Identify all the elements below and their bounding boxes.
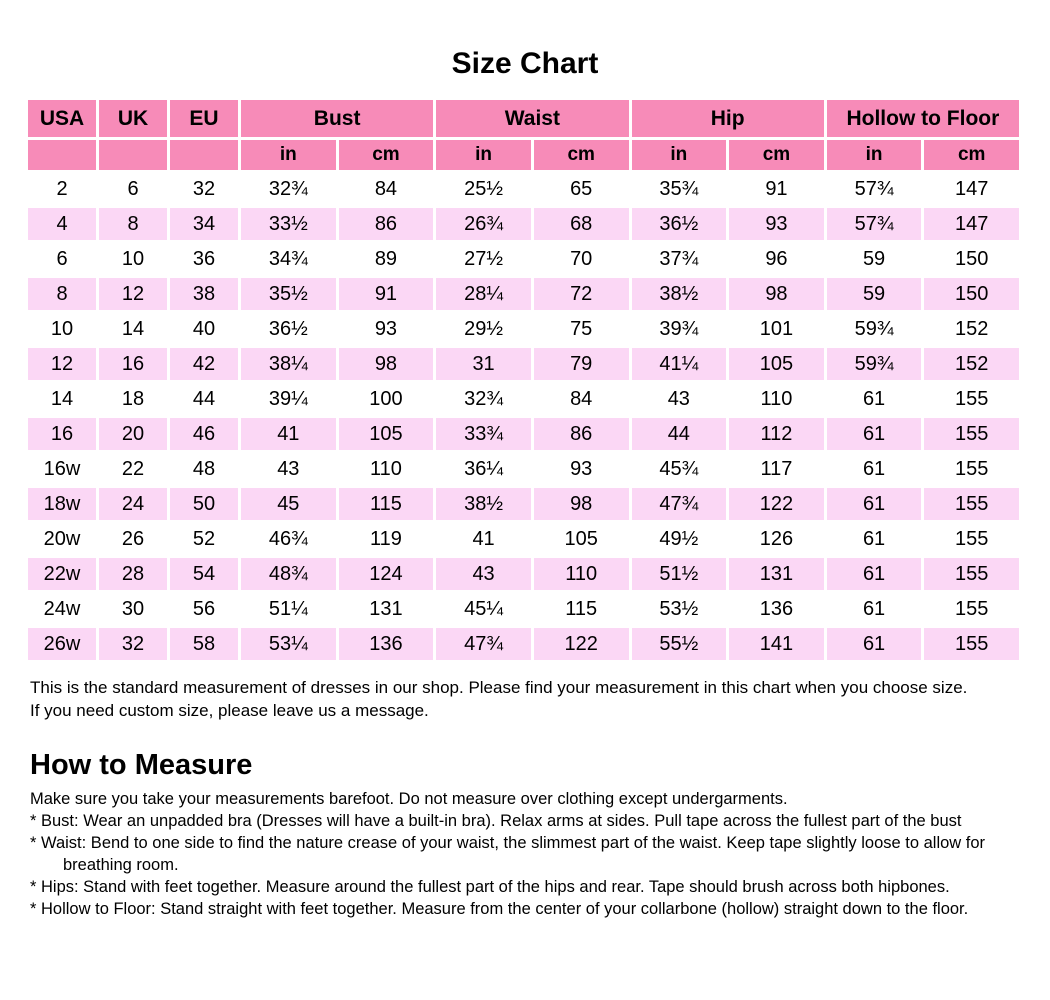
table-cell: 86 bbox=[534, 418, 629, 450]
table-cell: 61 bbox=[827, 593, 922, 625]
table-cell: 20w bbox=[28, 523, 96, 555]
table-cell: 124 bbox=[339, 558, 434, 590]
table-cell: 147 bbox=[924, 208, 1019, 240]
table-cell: 89 bbox=[339, 243, 434, 275]
table-cell: 59 bbox=[827, 243, 922, 275]
table-cell: 41 bbox=[241, 418, 336, 450]
unit-header-waist-in: in bbox=[436, 140, 531, 170]
table-row bbox=[28, 418, 1019, 450]
table-cell: 152 bbox=[924, 348, 1019, 380]
measure-item-hollow-to-floor: * Hollow to Floor: Stand straight with feet together. Measure from the center of your collarbone (hollow) straight down to the floor. bbox=[30, 900, 969, 918]
table-cell: 6 bbox=[28, 243, 96, 275]
table-cell: 35¾ bbox=[632, 173, 727, 205]
table-cell: 136 bbox=[729, 593, 824, 625]
table-cell: 27½ bbox=[436, 243, 531, 275]
note-line-1: This is the standard measurement of dresses in our shop. Please find your measurement in this chart when you choose size. bbox=[30, 678, 968, 697]
table-cell: 53½ bbox=[632, 593, 727, 625]
table-cell: 56 bbox=[170, 593, 238, 625]
table-cell: 100 bbox=[339, 383, 434, 415]
table-cell: 32¾ bbox=[241, 173, 336, 205]
table-row bbox=[28, 348, 1019, 380]
table-cell: 61 bbox=[827, 453, 922, 485]
table-cell: 93 bbox=[534, 453, 629, 485]
table-cell: 8 bbox=[28, 278, 96, 310]
col-header-waist: Waist bbox=[436, 100, 628, 137]
table-cell: 41¼ bbox=[632, 348, 727, 380]
table-cell: 50 bbox=[170, 488, 238, 520]
table-cell: 131 bbox=[339, 593, 434, 625]
table-cell: 61 bbox=[827, 418, 922, 450]
table-cell: 10 bbox=[28, 313, 96, 345]
table-cell: 44 bbox=[632, 418, 727, 450]
table-cell: 155 bbox=[924, 628, 1019, 660]
table-cell: 131 bbox=[729, 558, 824, 590]
table-cell: 38½ bbox=[436, 488, 531, 520]
table-cell: 59 bbox=[827, 278, 922, 310]
table-cell: 150 bbox=[924, 278, 1019, 310]
unit-header-empty bbox=[28, 140, 96, 170]
table-cell: 12 bbox=[28, 348, 96, 380]
table-row bbox=[28, 313, 1019, 345]
table-cell: 26w bbox=[28, 628, 96, 660]
table-cell: 37¾ bbox=[632, 243, 727, 275]
table-cell: 39¼ bbox=[241, 383, 336, 415]
unit-header-row bbox=[28, 140, 1019, 170]
table-cell: 136 bbox=[339, 628, 434, 660]
table-cell: 72 bbox=[534, 278, 629, 310]
table-cell: 24w bbox=[28, 593, 96, 625]
table-cell: 35½ bbox=[241, 278, 336, 310]
table-cell: 117 bbox=[729, 453, 824, 485]
measure-item-bust: * Bust: Wear an unpadded bra (Dresses will have a built-in bra). Relax arms at sides. Pull tape across the fullest part of the bust bbox=[30, 812, 962, 830]
table-cell: 36 bbox=[170, 243, 238, 275]
table-cell: 44 bbox=[170, 383, 238, 415]
table-cell: 39¾ bbox=[632, 313, 727, 345]
table-cell: 28¼ bbox=[436, 278, 531, 310]
table-cell: 43 bbox=[241, 453, 336, 485]
table-cell: 22 bbox=[99, 453, 167, 485]
group-header-row bbox=[28, 100, 1019, 137]
table-cell: 98 bbox=[339, 348, 434, 380]
table-cell: 14 bbox=[99, 313, 167, 345]
table-cell: 42 bbox=[170, 348, 238, 380]
table-row bbox=[28, 173, 1019, 205]
unit-header-hollow-in: in bbox=[827, 140, 922, 170]
table-cell: 18w bbox=[28, 488, 96, 520]
table-cell: 147 bbox=[924, 173, 1019, 205]
measure-item-waist: * Waist: Bend to one side to find the nature crease of your waist, the slimmest part of the waist. Keep tape slightly loose to allow for breathing room. bbox=[30, 834, 986, 874]
table-cell: 122 bbox=[729, 488, 824, 520]
table-cell: 152 bbox=[924, 313, 1019, 345]
table-cell: 8 bbox=[99, 208, 167, 240]
standard-measurement-note bbox=[30, 676, 1050, 722]
table-cell: 22w bbox=[28, 558, 96, 590]
table-cell: 59¾ bbox=[827, 348, 922, 380]
table-cell: 38½ bbox=[632, 278, 727, 310]
table-cell: 93 bbox=[729, 208, 824, 240]
table-cell: 29½ bbox=[436, 313, 531, 345]
table-cell: 112 bbox=[729, 418, 824, 450]
table-cell: 53¼ bbox=[241, 628, 336, 660]
table-cell: 155 bbox=[924, 488, 1019, 520]
table-cell: 24 bbox=[99, 488, 167, 520]
col-header-eu: EU bbox=[170, 100, 238, 137]
table-cell: 91 bbox=[729, 173, 824, 205]
table-row bbox=[28, 593, 1019, 625]
unit-header-bust-in: in bbox=[241, 140, 336, 170]
table-cell: 49½ bbox=[632, 523, 727, 555]
table-cell: 16 bbox=[99, 348, 167, 380]
size-chart-header bbox=[28, 100, 1019, 170]
table-cell: 48 bbox=[170, 453, 238, 485]
col-header-usa: USA bbox=[28, 100, 96, 137]
table-cell: 31 bbox=[436, 348, 531, 380]
table-cell: 14 bbox=[28, 383, 96, 415]
table-cell: 26¾ bbox=[436, 208, 531, 240]
table-cell: 52 bbox=[170, 523, 238, 555]
table-cell: 98 bbox=[534, 488, 629, 520]
table-cell: 34¾ bbox=[241, 243, 336, 275]
table-cell: 105 bbox=[729, 348, 824, 380]
table-cell: 36½ bbox=[241, 313, 336, 345]
table-cell: 16 bbox=[28, 418, 96, 450]
table-cell: 110 bbox=[729, 383, 824, 415]
table-cell: 48¾ bbox=[241, 558, 336, 590]
table-cell: 119 bbox=[339, 523, 434, 555]
table-cell: 96 bbox=[729, 243, 824, 275]
unit-header-hip-cm: cm bbox=[729, 140, 824, 170]
table-cell: 28 bbox=[99, 558, 167, 590]
table-cell: 57¾ bbox=[827, 208, 922, 240]
table-cell: 38 bbox=[170, 278, 238, 310]
table-cell: 59¾ bbox=[827, 313, 922, 345]
how-to-measure-section bbox=[30, 788, 1005, 920]
table-cell: 115 bbox=[534, 593, 629, 625]
table-cell: 105 bbox=[339, 418, 434, 450]
table-row bbox=[28, 278, 1019, 310]
table-cell: 33¾ bbox=[436, 418, 531, 450]
table-cell: 61 bbox=[827, 628, 922, 660]
table-cell: 46¾ bbox=[241, 523, 336, 555]
table-cell: 98 bbox=[729, 278, 824, 310]
table-row bbox=[28, 558, 1019, 590]
table-cell: 155 bbox=[924, 418, 1019, 450]
measure-intro: Make sure you take your measurements barefoot. Do not measure over clothing except undergarments. bbox=[30, 790, 788, 808]
table-cell: 91 bbox=[339, 278, 434, 310]
table-cell: 155 bbox=[924, 593, 1019, 625]
measure-item-hips: * Hips: Stand with feet together. Measure around the fullest part of the hips and rear. Tape should brush across both hipbones. bbox=[30, 878, 950, 896]
unit-header-empty bbox=[170, 140, 238, 170]
table-cell: 126 bbox=[729, 523, 824, 555]
table-cell: 32 bbox=[99, 628, 167, 660]
table-cell: 20 bbox=[99, 418, 167, 450]
table-cell: 32¾ bbox=[436, 383, 531, 415]
table-cell: 45¼ bbox=[436, 593, 531, 625]
table-cell: 61 bbox=[827, 523, 922, 555]
table-row bbox=[28, 628, 1019, 660]
table-cell: 57¾ bbox=[827, 173, 922, 205]
table-cell: 65 bbox=[534, 173, 629, 205]
table-cell: 155 bbox=[924, 523, 1019, 555]
table-cell: 70 bbox=[534, 243, 629, 275]
size-table-body bbox=[28, 173, 1019, 660]
table-cell: 4 bbox=[28, 208, 96, 240]
table-cell: 45 bbox=[241, 488, 336, 520]
table-cell: 43 bbox=[436, 558, 531, 590]
table-cell: 43 bbox=[632, 383, 727, 415]
table-cell: 25½ bbox=[436, 173, 531, 205]
col-header-hip: Hip bbox=[632, 100, 824, 137]
table-row bbox=[28, 383, 1019, 415]
table-cell: 61 bbox=[827, 383, 922, 415]
table-row bbox=[28, 488, 1019, 520]
col-header-uk: UK bbox=[99, 100, 167, 137]
table-cell: 84 bbox=[339, 173, 434, 205]
table-cell: 115 bbox=[339, 488, 434, 520]
unit-header-waist-cm: cm bbox=[534, 140, 629, 170]
table-cell: 16w bbox=[28, 453, 96, 485]
table-cell: 6 bbox=[99, 173, 167, 205]
table-cell: 58 bbox=[170, 628, 238, 660]
table-cell: 12 bbox=[99, 278, 167, 310]
table-cell: 150 bbox=[924, 243, 1019, 275]
table-cell: 122 bbox=[534, 628, 629, 660]
table-cell: 110 bbox=[339, 453, 434, 485]
table-row bbox=[28, 453, 1019, 485]
table-cell: 46 bbox=[170, 418, 238, 450]
table-cell: 54 bbox=[170, 558, 238, 590]
table-cell: 47¾ bbox=[632, 488, 727, 520]
table-cell: 105 bbox=[534, 523, 629, 555]
how-to-measure-heading: How to Measure bbox=[30, 749, 253, 781]
table-cell: 51½ bbox=[632, 558, 727, 590]
unit-header-empty bbox=[99, 140, 167, 170]
unit-header-hip-in: in bbox=[632, 140, 727, 170]
table-cell: 101 bbox=[729, 313, 824, 345]
table-cell: 34 bbox=[170, 208, 238, 240]
unit-header-hollow-cm: cm bbox=[924, 140, 1019, 170]
page-title: Size Chart bbox=[451, 47, 599, 80]
table-cell: 51¼ bbox=[241, 593, 336, 625]
table-cell: 79 bbox=[534, 348, 629, 380]
table-cell: 26 bbox=[99, 523, 167, 555]
table-cell: 32 bbox=[170, 173, 238, 205]
table-row bbox=[28, 208, 1019, 240]
table-cell: 40 bbox=[170, 313, 238, 345]
table-cell: 68 bbox=[534, 208, 629, 240]
table-cell: 93 bbox=[339, 313, 434, 345]
table-cell: 33½ bbox=[241, 208, 336, 240]
table-cell: 75 bbox=[534, 313, 629, 345]
table-cell: 47¾ bbox=[436, 628, 531, 660]
unit-header-bust-cm: cm bbox=[339, 140, 434, 170]
table-cell: 155 bbox=[924, 383, 1019, 415]
table-cell: 61 bbox=[827, 488, 922, 520]
table-cell: 55½ bbox=[632, 628, 727, 660]
col-header-hollow-to-floor: Hollow to Floor bbox=[827, 100, 1019, 137]
table-cell: 86 bbox=[339, 208, 434, 240]
table-cell: 30 bbox=[99, 593, 167, 625]
table-row bbox=[28, 243, 1019, 275]
table-cell: 36½ bbox=[632, 208, 727, 240]
col-header-bust: Bust bbox=[241, 100, 433, 137]
table-cell: 10 bbox=[99, 243, 167, 275]
table-cell: 38¼ bbox=[241, 348, 336, 380]
table-cell: 84 bbox=[534, 383, 629, 415]
table-cell: 45¾ bbox=[632, 453, 727, 485]
table-cell: 36¼ bbox=[436, 453, 531, 485]
note-line-2: If you need custom size, please leave us a message. bbox=[30, 701, 429, 720]
table-cell: 155 bbox=[924, 453, 1019, 485]
table-cell: 18 bbox=[99, 383, 167, 415]
table-cell: 141 bbox=[729, 628, 824, 660]
table-cell: 155 bbox=[924, 558, 1019, 590]
table-cell: 61 bbox=[827, 558, 922, 590]
table-cell: 110 bbox=[534, 558, 629, 590]
table-row bbox=[28, 523, 1019, 555]
table-cell: 41 bbox=[436, 523, 531, 555]
size-chart-table bbox=[25, 97, 1022, 663]
table-cell: 2 bbox=[28, 173, 96, 205]
